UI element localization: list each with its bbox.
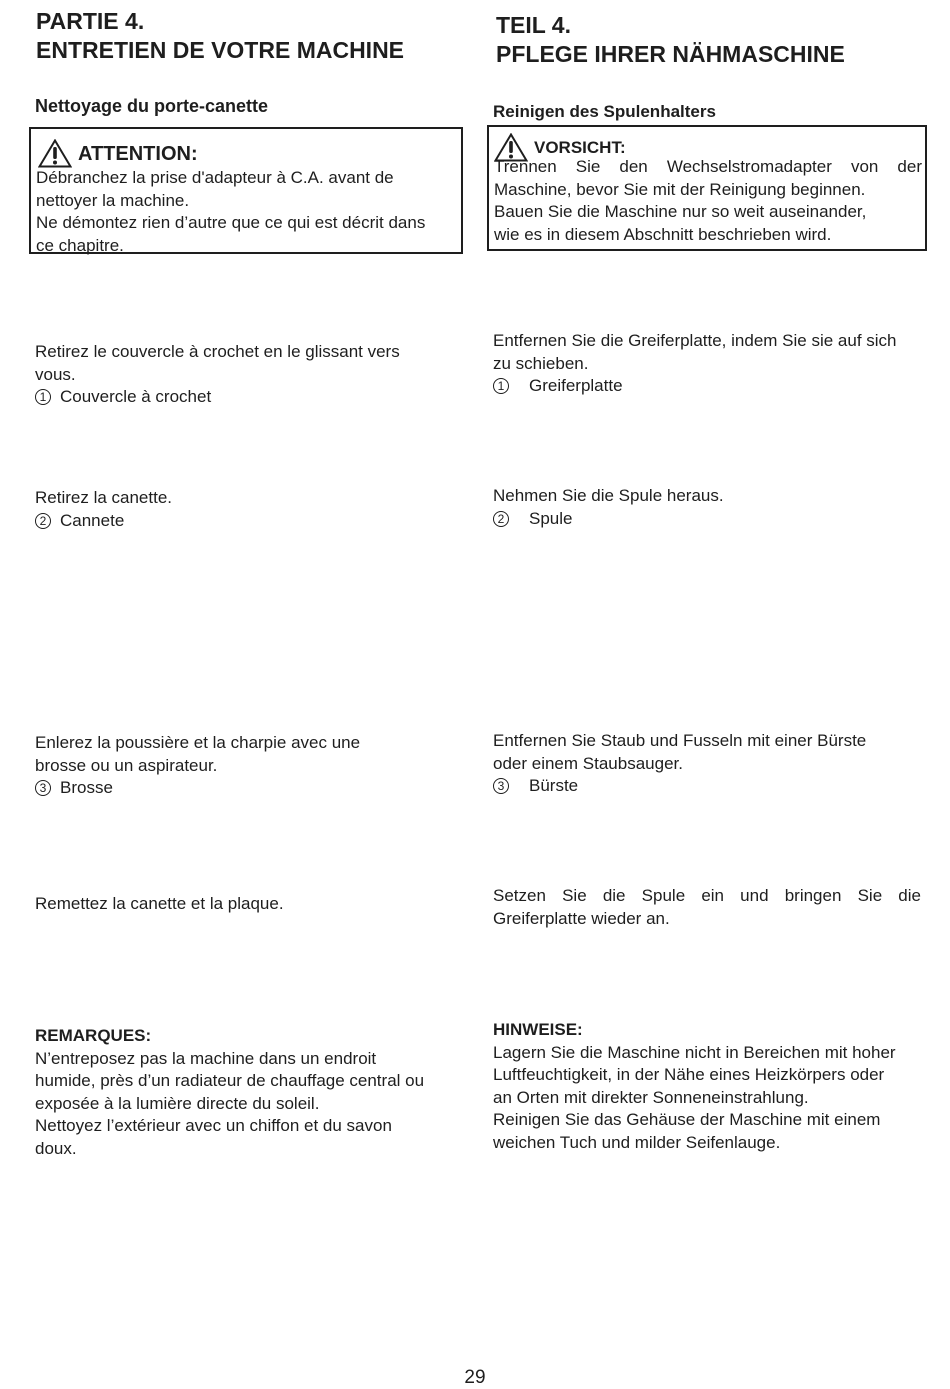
fr-step-1-item-label: Couvercle à crochet [60, 387, 212, 406]
fr-step-1-number: 1 [35, 389, 51, 405]
de-title-line-1: TEIL 4. [496, 12, 571, 38]
de-notes-line-5: weichen Tuch und milder Seifenlauge. [493, 1132, 781, 1152]
de-step-3 [493, 730, 933, 798]
de-warning-line-2: Maschine, bevor Sie mit der Reinigung beginnen. [494, 179, 866, 199]
fr-title-line-2: ENTRETIEN DE VOTRE MACHINE [36, 37, 405, 63]
fr-step-2-item [35, 510, 455, 533]
de-step-3-line-2: oder einem Staubsauger. [493, 753, 683, 773]
page-number: 29 [464, 1367, 486, 1388]
de-step-2-number: 2 [493, 511, 509, 527]
fr-warning-line-1: Débranchez la prise d'adapteur à C.A. avant de [36, 168, 394, 187]
de-notes [493, 1019, 933, 1154]
de-notes-line-3: an Orten mit direkter Sonneneinstrahlung. [493, 1087, 809, 1107]
de-step-2-item-label: Spule [529, 508, 573, 528]
fr-step-2-number: 2 [35, 513, 51, 529]
de-title [496, 11, 845, 69]
fr-title [36, 7, 404, 65]
fr-step-3-item-label: Brosse [60, 778, 113, 797]
fr-warning-box [29, 127, 463, 254]
de-step-1-line-1: Entfernen Sie die Greiferplatte, indem Sie sie auf sich [493, 331, 897, 350]
de-step-2-line-1: Nehmen Sie die Spule heraus. [493, 486, 724, 505]
de-step-2-item [493, 508, 933, 531]
fr-subhead: Nettoyage du porte-canette [35, 96, 269, 116]
fr-step-4-line-1: Remettez la canette et la plaque. [35, 894, 284, 913]
fr-notes-line-5: doux. [35, 1138, 77, 1158]
de-step-1-item [493, 375, 933, 398]
fr-notes-label: REMARQUES: [35, 1026, 152, 1045]
fr-step-1 [35, 341, 455, 409]
fr-step-4 [35, 893, 455, 916]
de-warning-box [487, 125, 927, 251]
fr-warning-line-2: nettoyer la machine. [36, 190, 190, 210]
de-notes-line-4: Reinigen Sie das Gehäuse der Maschine mit einem [493, 1110, 881, 1129]
fr-step-2-line-1: Retirez la canette. [35, 488, 173, 507]
fr-step-2 [35, 487, 455, 532]
fr-step-3-item [35, 777, 455, 800]
fr-step-3-line-1: Enlerez la poussière et la charpie avec une [35, 733, 361, 752]
de-warning-text [494, 156, 922, 246]
warning-triangle-icon [38, 139, 72, 168]
de-step-3-item [493, 775, 933, 798]
de-step-3-number: 3 [493, 778, 509, 794]
fr-step-1-line-1: Retirez le couvercle à crochet en le glissant vers [35, 342, 400, 361]
fr-warning-line-3: Ne démontez rien d’autre que ce qui est décrit dans [36, 213, 426, 232]
de-step-3-line-1: Entfernen Sie Staub und Fusseln mit einer Bürste [493, 731, 867, 750]
fr-title-line-1: PARTIE 4. [36, 8, 145, 34]
fr-warning-label: ATTENTION: [78, 142, 198, 165]
de-notes-label: HINWEISE: [493, 1020, 583, 1039]
fr-step-3-number: 3 [35, 780, 51, 796]
de-warning-line-1: Trennen Sie den Wechselstromadapter von der [494, 157, 922, 176]
fr-notes-line-1: N’entreposez pas la machine dans un endroit [35, 1048, 377, 1068]
fr-notes [35, 1025, 465, 1160]
de-step-1-item-label: Greiferplatte [529, 376, 623, 395]
fr-notes-line-3: exposée à la lumière directe du soleil. [35, 1093, 320, 1113]
fr-warning-header [38, 139, 461, 168]
de-step-4 [493, 885, 921, 930]
de-step-1 [493, 330, 933, 398]
de-step-3-item-label: Bürste [529, 776, 579, 795]
fr-step-1-item [35, 386, 455, 409]
de-warning-line-3: Bauen Sie die Maschine nur so weit auseinander, [494, 202, 867, 221]
de-step-1-line-2: zu schieben. [493, 353, 589, 373]
de-subhead: Reinigen des Spulenhalters [493, 102, 716, 121]
fr-notes-line-2: humide, près d’un radiateur de chauffage central ou [35, 1071, 425, 1090]
de-warning-line-4: wie es in diesem Abschnitt beschrieben wird. [494, 224, 832, 244]
de-warning-label: VORSICHT: [534, 137, 626, 157]
fr-warning-line-4: ce chapitre. [36, 235, 124, 255]
de-step-4-line-1: Setzen Sie die Spule ein und bringen Sie die [493, 886, 921, 905]
fr-notes-line-4: Nettoyez l’extérieur avec un chiffon et du savon [35, 1116, 392, 1135]
de-step-1-number: 1 [493, 378, 509, 394]
fr-step-2-item-label: Cannete [60, 510, 125, 530]
fr-step-3 [35, 732, 455, 800]
de-notes-line-2: Luftfeuchtigkeit, in der Nähe eines Heizkörpers oder [493, 1065, 885, 1084]
de-notes-line-1: Lagern Sie die Maschine nicht in Bereichen mit hoher [493, 1042, 896, 1062]
de-step-4-line-2: Greiferplatte wieder an. [493, 908, 670, 928]
de-step-2 [493, 485, 933, 530]
fr-warning-text [36, 167, 461, 257]
fr-step-3-line-2: brosse ou un aspirateur. [35, 755, 218, 775]
de-title-line-2: PFLEGE IHRER NÄHMASCHINE [496, 41, 845, 67]
fr-step-1-line-2: vous. [35, 364, 76, 384]
